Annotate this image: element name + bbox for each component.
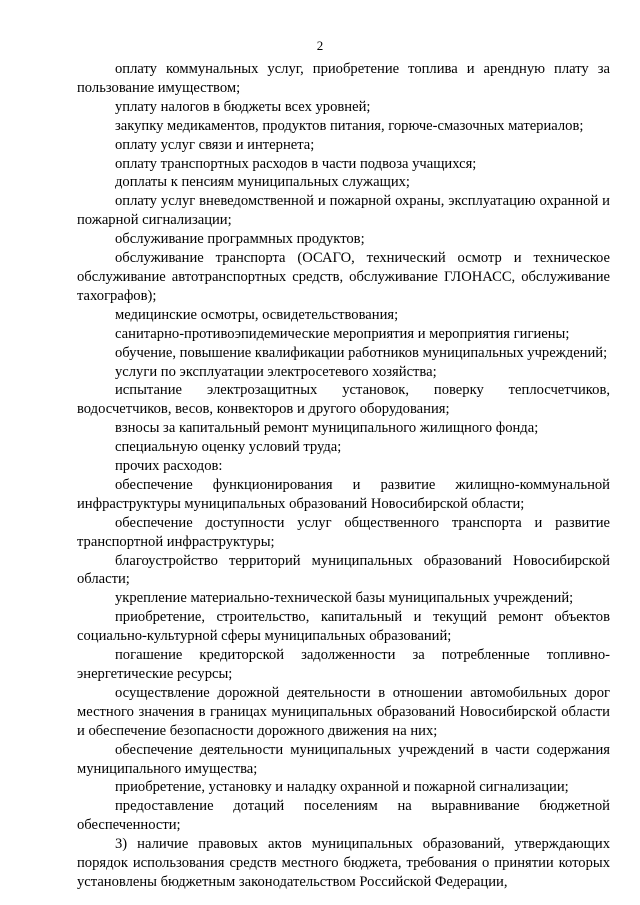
paragraph: взносы за капитальный ремонт муниципального жилищного фонда;: [115, 420, 539, 437]
paragraph: оплату транспортных расходов в части подвоза учащихся;: [115, 155, 477, 172]
paragraph: укрепление материально-технической базы муниципальных учреждений;: [115, 590, 574, 607]
paragraph: оплату услуг связи и интернета;: [115, 136, 315, 153]
paragraph: обеспечение доступности услуг общественного транспорта и развитие транспортной инфраструктуры;: [77, 514, 610, 550]
paragraph: приобретение, строительство, капитальный и текущий ремонт объектов социально-культурной сферы муниципальных образований;: [77, 609, 610, 645]
paragraph: оплату коммунальных услуг, приобретение топлива и арендную плату за пользование имуществом;: [77, 61, 610, 96]
paragraph: обеспечение деятельности муниципальных учреждений в части содержания муниципального имущества;: [77, 741, 610, 777]
paragraph: 3) наличие правовых актов муниципальных образований, утверждающих порядок использования средств местного бюджета, требования о принятии которых установлены бюджетным законодательством Российской Федерации,: [77, 836, 610, 890]
paragraph: обеспечение функционирования и развитие жилищно-коммунальной инфраструктуры муниципальных образований Новосибирской области;: [77, 476, 610, 512]
paragraph: испытание электрозащитных установок, поверку теплосчетчиков, водосчетчиков, весов, конвекторов и другого оборудования;: [77, 382, 610, 418]
paragraph: санитарно-противоэпидемические мероприятия и мероприятия гигиены;: [115, 325, 570, 342]
page-number: 2: [316, 38, 324, 53]
paragraph: прочих расходов:: [115, 458, 223, 475]
paragraph: оплату услуг вневедомственной и пожарной охраны, эксплуатацию охранной и пожарной сигнализации;: [77, 193, 610, 229]
paragraph: благоустройство территорий муниципальных образований Новосибирской области;: [77, 552, 610, 588]
paragraph: закупку медикаментов, продуктов питания, горюче-смазочных материалов;: [115, 117, 584, 134]
paragraph: медицинские осмотры, освидетельствования;: [115, 306, 399, 323]
paragraph: погашение кредиторской задолженности за потребленные топливно-энергетические ресурсы;: [77, 647, 610, 682]
document-body: [77, 60, 610, 892]
paragraph: доплаты к пенсиям муниципальных служащих;: [115, 174, 410, 191]
paragraph: обслуживание транспорта (ОСАГО, технический осмотр и техническое обслуживание автотранспортных средств, обслуживание ГЛОНАСС, обслуживание тахографов);: [77, 250, 610, 304]
paragraph: услуги по эксплуатации электросетевого хозяйства;: [115, 363, 437, 380]
paragraph: специальную оценку условий труда;: [115, 439, 342, 456]
paragraph: приобретение, установку и наладку охранной и пожарной сигнализации;: [115, 779, 569, 796]
paragraph: предоставление дотаций поселениям на выравнивание бюджетной обеспеченности;: [77, 798, 610, 834]
paragraph: обслуживание программных продуктов;: [115, 231, 365, 248]
paragraph: обучение, повышение квалификации работников муниципальных учреждений;: [115, 344, 608, 361]
paragraph: уплату налогов в бюджеты всех уровней;: [115, 98, 371, 115]
paragraph: осуществление дорожной деятельности в отношении автомобильных дорог местного значения в границах муниципальных образований Новосибирской области и обеспечение безопасности дорожного движения на них;: [77, 684, 610, 739]
